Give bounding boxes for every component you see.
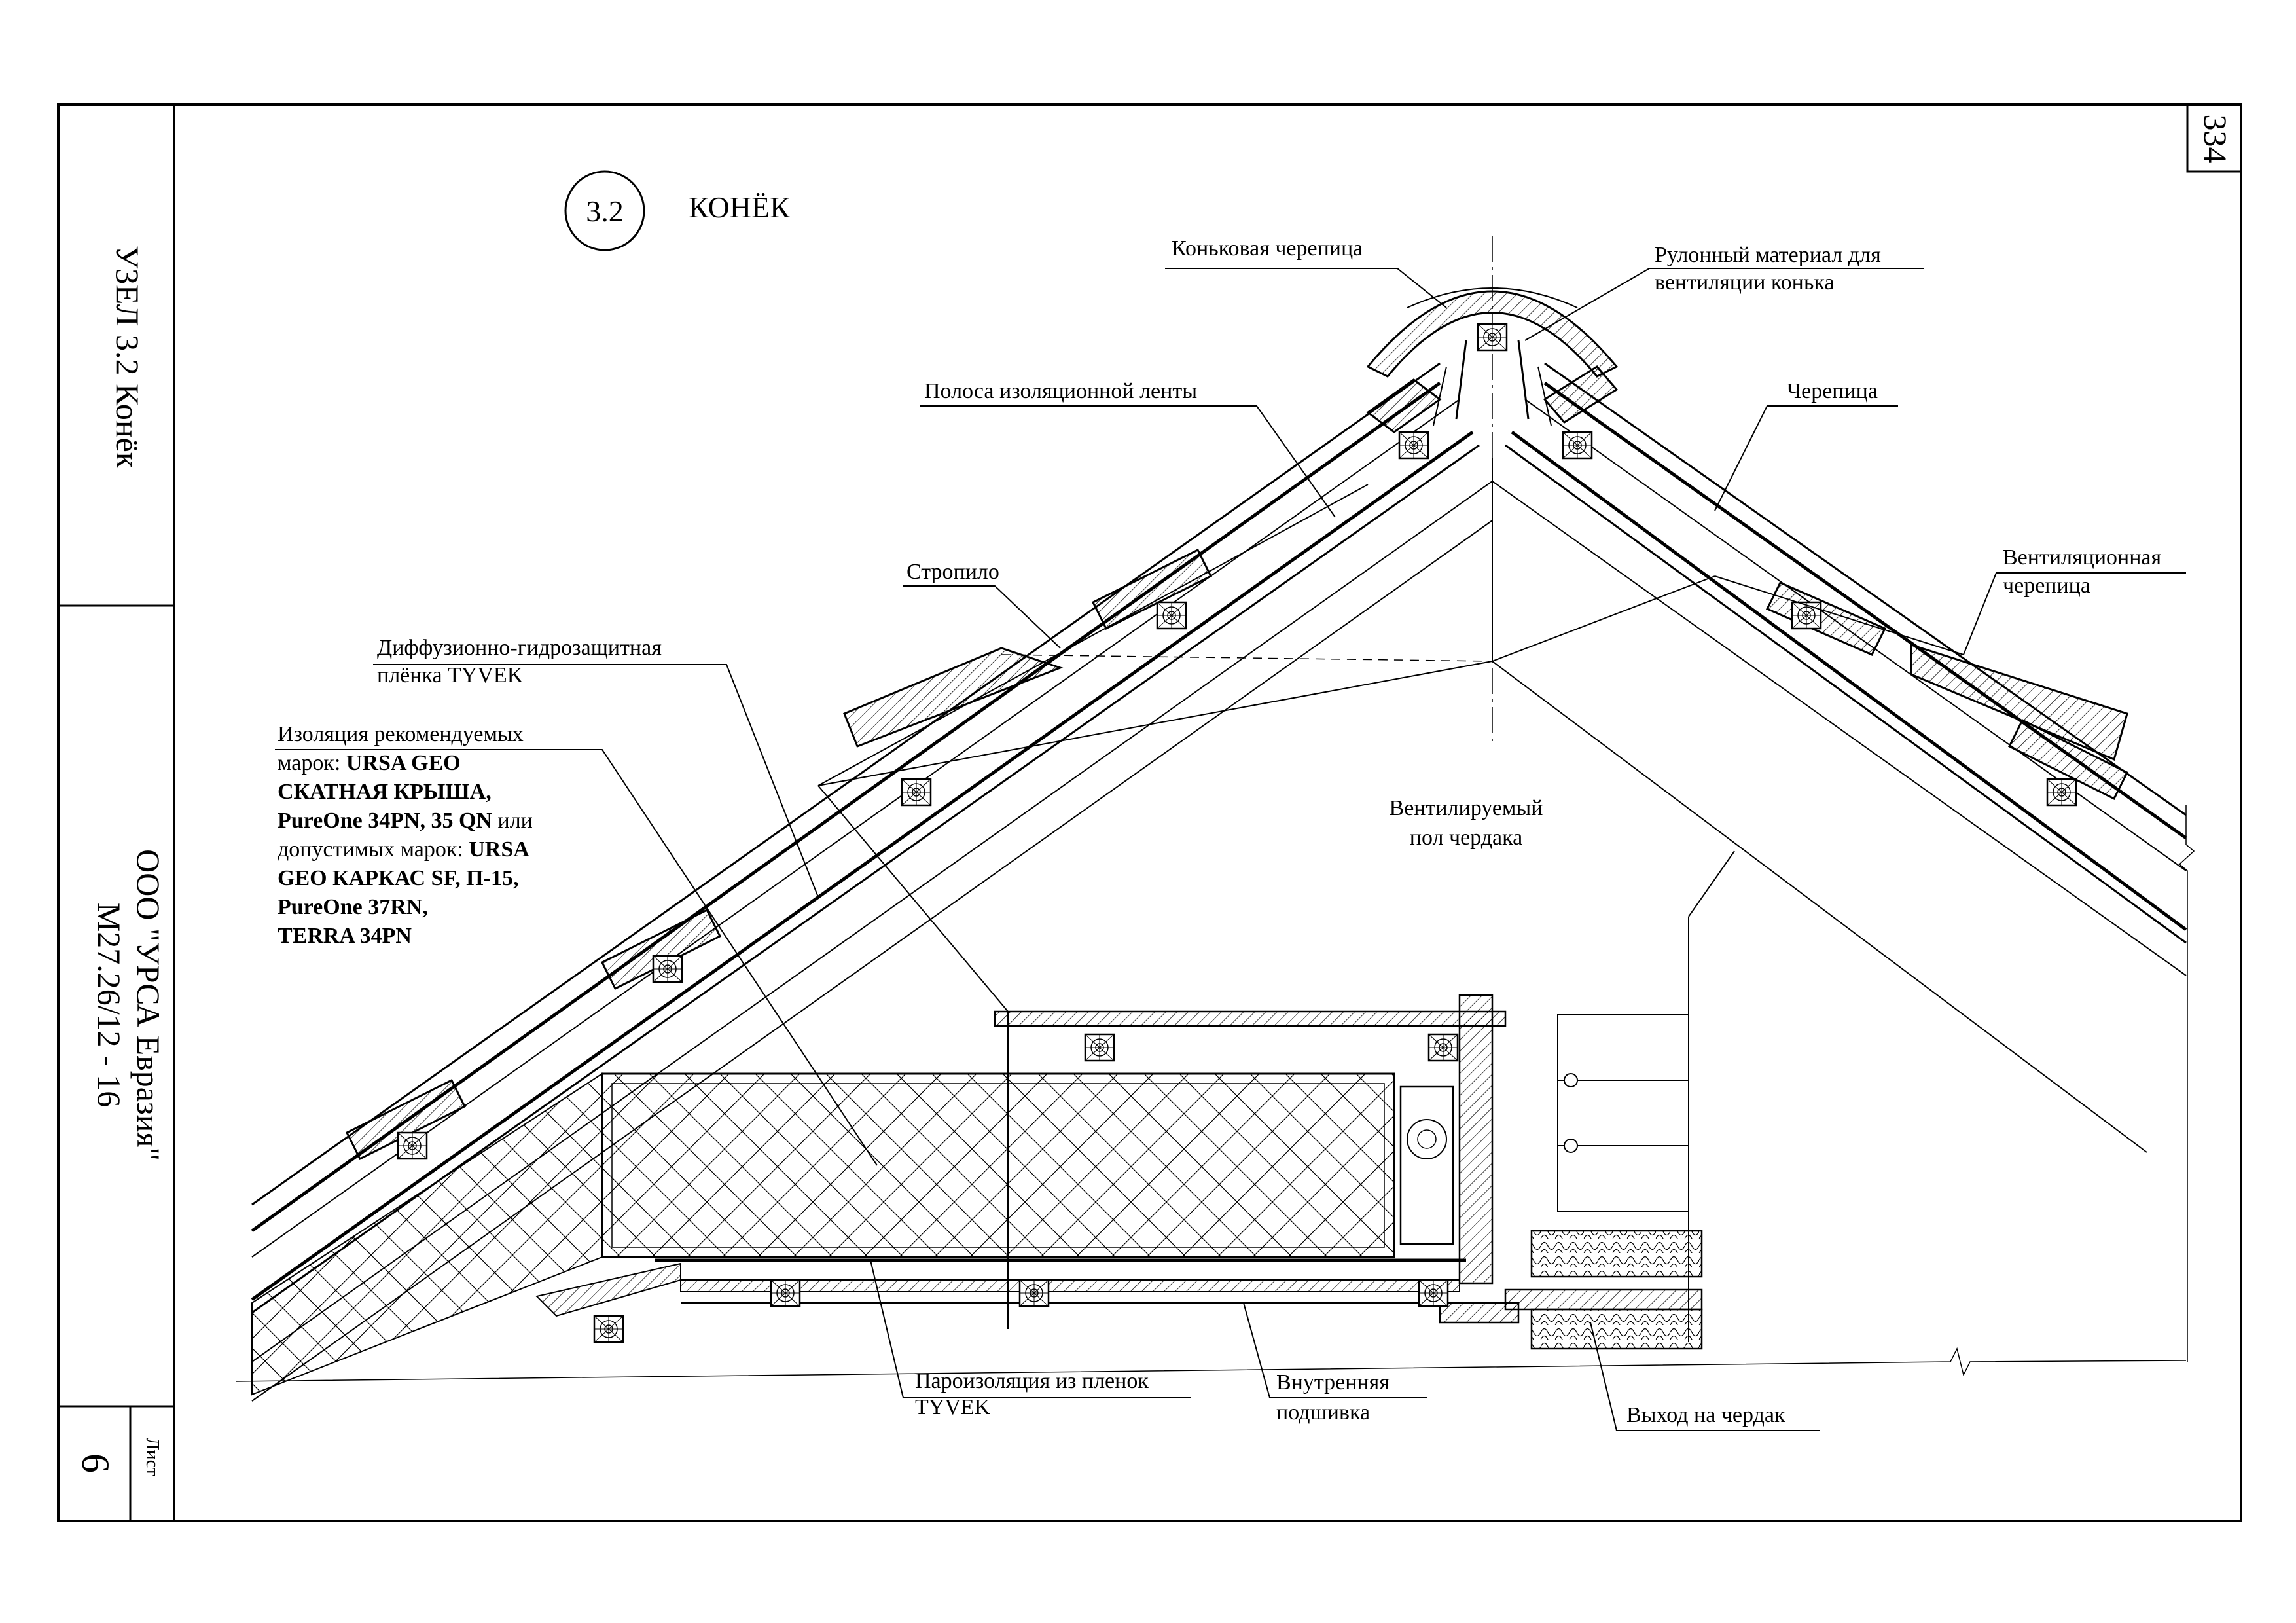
left-batten-1 — [1399, 432, 1428, 458]
attic-floor-structure — [602, 851, 1734, 1349]
label-vapour-1: Пароизоляция из пленок — [915, 1369, 1149, 1393]
page-number: 334 — [2197, 114, 2234, 164]
label-insulation-5 — [278, 837, 529, 862]
floor-batten-3 — [771, 1280, 800, 1306]
label-insulation-4b: или — [492, 809, 533, 833]
label-insulation-6: GEO КАРКАС SF, П-15, — [278, 866, 519, 890]
slope-low-batten — [594, 1316, 623, 1342]
label-insulation-2a: марок: — [278, 751, 346, 775]
sheet-label: Лист — [142, 1437, 162, 1476]
label-tape-strip: Полоса изоляционной ленты — [924, 379, 1198, 403]
right-batten-2 — [1792, 602, 1821, 629]
break-line-bottom — [236, 1349, 2186, 1381]
label-rafter: Стропило — [906, 560, 999, 584]
left-batten-3 — [902, 779, 931, 805]
node-title: УЗЕЛ 3.2 Конёк — [109, 245, 146, 469]
floor-batten-2 — [1429, 1034, 1458, 1061]
label-vapour-2: TYVEK — [915, 1395, 991, 1419]
right-batten-1 — [1563, 432, 1592, 458]
label-membrane-1: Диффузионно-гидрозащитная — [377, 636, 662, 660]
label-insulation-2 — [278, 751, 461, 775]
document-code: М27.26/12 - 16 — [91, 902, 128, 1108]
label-tile: Черепица — [1787, 379, 1878, 403]
label-insulation-4a: PureOne 34PN, 35 QN — [278, 809, 493, 833]
label-insulation-3: СКАТНАЯ КРЫША, — [278, 780, 492, 804]
label-membrane-2: плёнка TYVEK — [377, 663, 524, 687]
floor-batten-1 — [1085, 1034, 1114, 1061]
label-insulation-5a: допустимых марок: — [278, 837, 469, 862]
label-attic-floor-1: Вентилируемый — [1389, 796, 1543, 820]
label-insulation-2b: URSA GEO — [346, 751, 461, 775]
label-attic-floor-2: пол чердака — [1409, 826, 1523, 850]
label-insulation-7: PureOne 37RN, — [278, 895, 428, 919]
ridge-batten — [1478, 324, 1507, 350]
label-insulation-4 — [278, 809, 533, 833]
label-insulation-8: TERRA 34PN — [278, 924, 412, 948]
label-insulation-1: Изоляция рекомендуемых — [278, 722, 524, 746]
label-insulation-5b: URSA — [469, 837, 529, 862]
floor-batten-5 — [1419, 1280, 1448, 1306]
label-vent-tile-1: Вентиляционная — [2003, 545, 2162, 570]
detail-title: КОНЁК — [689, 191, 790, 224]
left-tiles — [347, 380, 1440, 1159]
detail-number: 3.2 — [586, 194, 624, 228]
label-lining-2: подшивка — [1276, 1400, 1371, 1425]
right-roof-slope — [1492, 363, 2186, 976]
label-ridge-tile: Коньковая черепица — [1172, 236, 1363, 261]
left-batten-2 — [1157, 602, 1186, 629]
company-name: ООО "УРСА Евразия" — [130, 849, 167, 1161]
floor-batten-4 — [1020, 1280, 1049, 1306]
right-batten-3 — [2047, 779, 2076, 805]
sheet-number: 6 — [74, 1453, 117, 1473]
label-roll-material-2: вентиляции конька — [1655, 270, 1835, 295]
label-attic-exit: Выход на чердак — [1626, 1403, 1785, 1427]
label-roll-material-1: Рулонный материал для — [1655, 243, 1881, 267]
label-vent-tile-2: черепица — [2003, 574, 2090, 598]
left-batten-4 — [653, 956, 682, 982]
left-batten-5 — [398, 1133, 427, 1159]
label-lining-1: Внутренняя — [1276, 1370, 1390, 1395]
